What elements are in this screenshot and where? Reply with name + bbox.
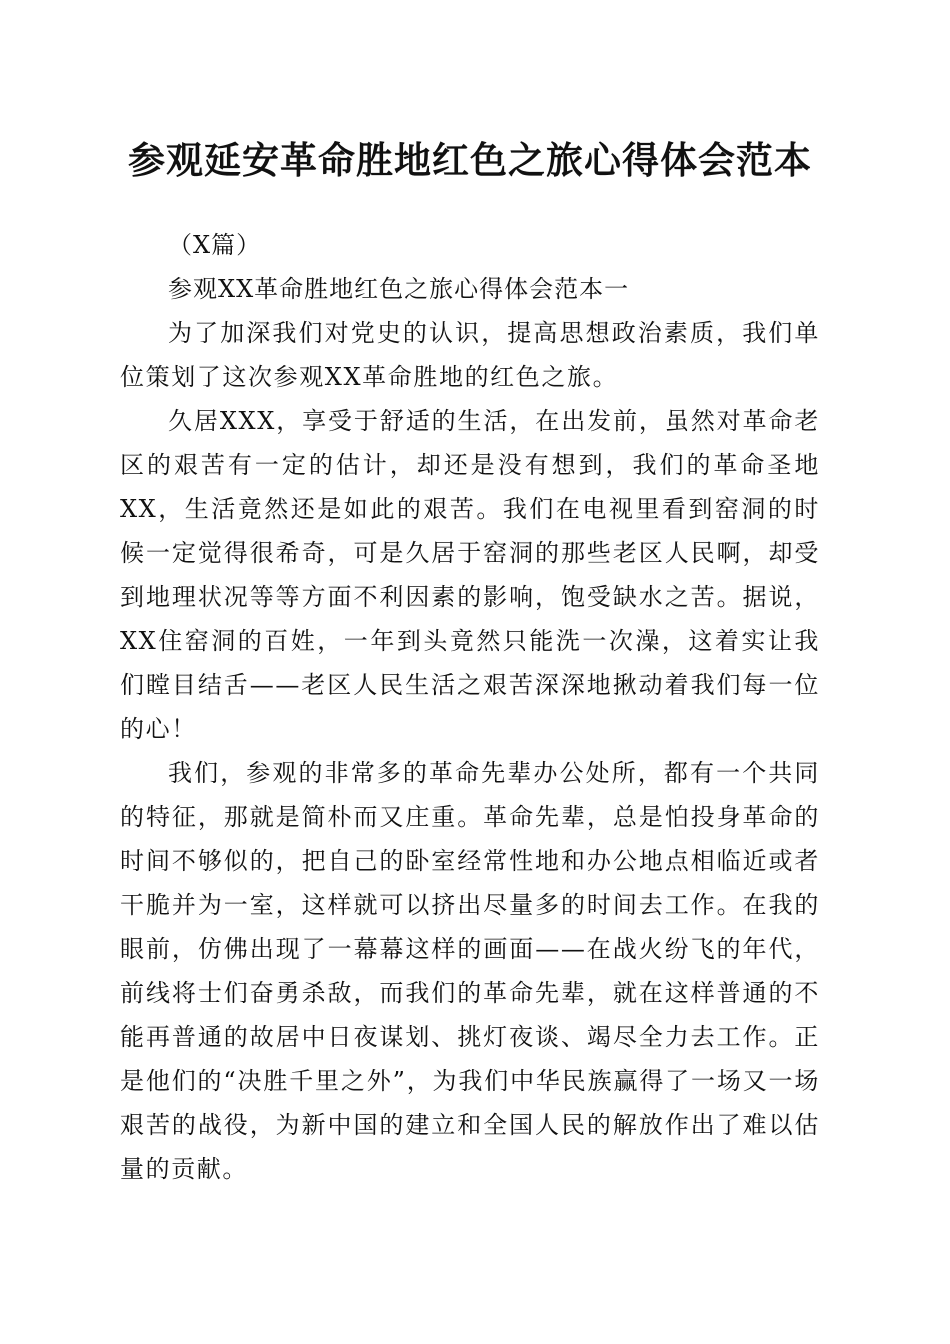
body-paragraph-1: 为了加深我们对党史的认识，提高思想政治素质，我们单位策划了这次参观XX革命胜地的红色之旅。 <box>120 319 820 391</box>
document-title: 参观延安革命胜地红色之旅心得体会范本 <box>128 138 812 182</box>
document-body <box>120 223 820 1191</box>
body-paragraph-2: 久居XXX，享受于舒适的生活，在出发前，虽然对革命老区的艰苦有一定的估计，却还是没有想到，我们的革命圣地XX，生活竟然还是如此的艰苦。我们在电视里看到窑洞的时候一定觉得很希奇，可是久居于窑洞的那些老区人民啊，却受到地理状况等等方面不利因素的影响，饱受缺水之苦。据说，XX住窑洞的百姓，一年到头竟然只能洗一次澡，这着实让我们瞠目结舌——老区人民生活之艰苦深深地揪动着我们每一位的心！ <box>120 407 820 743</box>
section-heading: 参观XX革命胜地红色之旅心得体会范本一 <box>168 275 630 303</box>
body-paragraph-3: 我们，参观的非常多的革命先辈办公处所，都有一个共同的特征，那就是简朴而又庄重。革命先辈，总是怕投身革命的时间不够似的，把自己的卧室经常性地和办公地点相临近或者干脆并为一室，这样就可以挤出尽量多的时间去工作。在我的眼前，仿佛出现了一幕幕这样的画面——在战火纷飞的年代，前线将士们奋勇杀敌，而我们的革命先辈，就在这样普通的不能再普通的故居中日夜谋划、挑灯夜谈、竭尽全力去工作。正是他们的“决胜千里之外”，为我们中华民族赢得了一场又一场艰苦的战役，为新中国的建立和全国人民的解放作出了难以估量的贡献。 <box>120 759 820 1183</box>
document-subtitle: （X篇） <box>168 231 262 259</box>
